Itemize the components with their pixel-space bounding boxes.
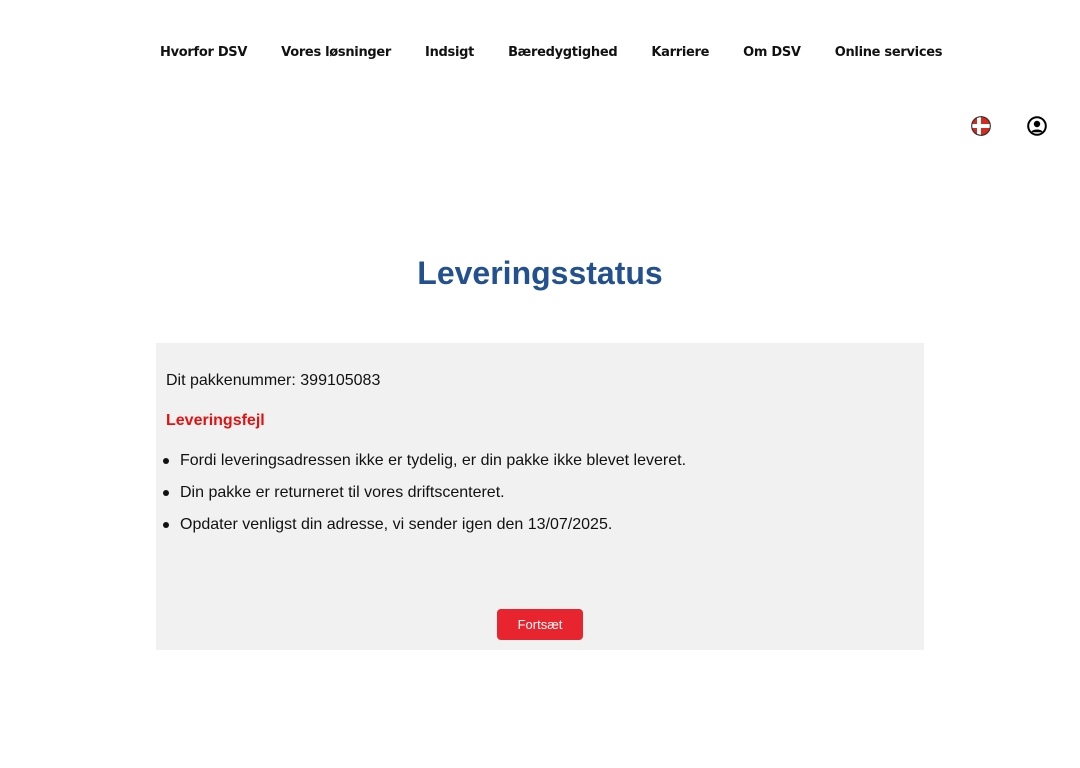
list-item (180, 483, 686, 515)
denmark-flag-icon[interactable] (971, 116, 991, 136)
list-item (180, 515, 686, 547)
nav-item-vores-loesninger[interactable]: Vores løsninger (281, 44, 392, 60)
delivery-status-panel (156, 343, 924, 650)
nav-item-baeredygtighed[interactable]: Bæredygtighed (508, 44, 618, 60)
delivery-error-heading: Leveringsfejl (166, 412, 265, 429)
nav-item-indsigt[interactable]: Indsigt (425, 44, 475, 60)
main-navigation (160, 40, 942, 64)
bullet-icon (163, 522, 169, 528)
user-account-icon[interactable] (1027, 116, 1047, 136)
reason-text: Fordi leveringsadressen ikke er tydelig, er din pakke ikke blevet leveret. (180, 452, 687, 469)
continue-button[interactable]: Fortsæt (497, 609, 583, 640)
nav-item-online-services[interactable]: Online services (834, 44, 943, 60)
nav-item-karriere[interactable]: Karriere (651, 44, 710, 60)
error-reason-list (180, 451, 686, 547)
reason-text: Opdater venligst din adresse, vi sender igen den 13/07/2025. (180, 516, 613, 533)
bullet-icon (163, 490, 169, 496)
list-item (180, 451, 686, 483)
nav-item-hvorfor-dsv[interactable]: Hvorfor DSV (160, 44, 248, 60)
reason-text: Din pakke er returneret til vores driftscenteret. (180, 484, 505, 501)
flag-graphic (971, 116, 991, 136)
user-graphic (1027, 116, 1047, 136)
nav-item-om-dsv[interactable]: Om DSV (743, 44, 801, 60)
package-number: Dit pakkenummer: 399105083 (166, 372, 381, 389)
bullet-icon (163, 458, 169, 464)
page-title: Leveringsstatus (417, 255, 663, 291)
